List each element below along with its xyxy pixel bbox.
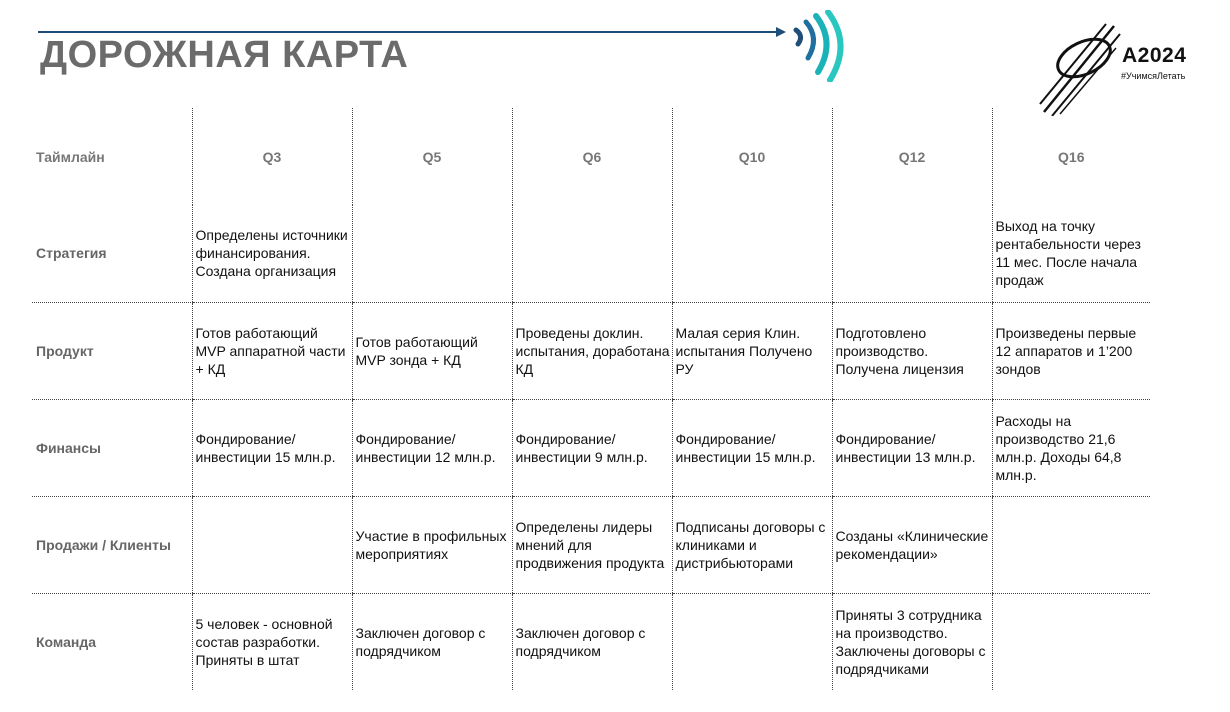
cell-team-q5: Заключен договор с подрядчиком xyxy=(352,593,512,690)
cell-team-q3: 5 человек - основной состав разработки. Приняты в штат xyxy=(192,593,352,690)
cell-strategy-q6 xyxy=(512,205,672,302)
period-q10: Q10 xyxy=(672,108,832,205)
cell-sales-q6: Определены лидеры мнений для продвижения продукта xyxy=(512,496,672,593)
cell-strategy-q12 xyxy=(832,205,992,302)
cell-product-q5: Готов работающий MVP зонда + КД xyxy=(352,302,512,399)
cell-product-q10: Малая серия Клин. испытания Получено РУ xyxy=(672,302,832,399)
cell-team-q12: Приняты 3 сотрудника на производство. Заключены договоры с подрядчиками xyxy=(832,593,992,690)
timeline-row xyxy=(32,108,1150,205)
cell-sales-q5: Участие в профильных мероприятиях xyxy=(352,496,512,593)
roadmap-table xyxy=(32,108,1150,690)
period-q3: Q3 xyxy=(192,108,352,205)
period-q5: Q5 xyxy=(352,108,512,205)
timeline-arrow-head xyxy=(776,27,786,37)
cell-sales-q3 xyxy=(192,496,352,593)
cell-strategy-q3: Определены источники финансирования. Создана организация xyxy=(192,205,352,302)
cell-finance-q6: Фондирование/ инвестиции 9 млн.р. xyxy=(512,399,672,496)
cell-finance-q16: Расходы на производство 21,6 млн.р. Доходы 64,8 млн.р. xyxy=(992,399,1150,496)
row-team xyxy=(32,593,1150,690)
timeline-arrow-line xyxy=(38,31,780,33)
row-label-strategy: Стратегия xyxy=(32,205,192,302)
cell-team-q10 xyxy=(672,593,832,690)
row-product xyxy=(32,302,1150,399)
logo-tagline: #УчимсяЛетать xyxy=(1121,71,1186,81)
a2024-logo-icon xyxy=(1036,20,1124,116)
row-label-product: Продукт xyxy=(32,302,192,399)
cell-product-q16: Произведены первые 12 аппаратов и 1’200 зондов xyxy=(992,302,1150,399)
cell-product-q3: Готов работающий MVP аппаратной части + КД xyxy=(192,302,352,399)
cell-finance-q3: Фондирование/ инвестиции 15 млн.р. xyxy=(192,399,352,496)
row-label-sales: Продажи / Клиенты xyxy=(32,496,192,593)
cell-team-q6: Заключен договор с подрядчиком xyxy=(512,593,672,690)
row-finance xyxy=(32,399,1150,496)
period-q6: Q6 xyxy=(512,108,672,205)
page-title: ДОРОЖНАЯ КАРТА xyxy=(40,34,409,76)
cell-finance-q10: Фондирование/ инвестиции 15 млн.р. xyxy=(672,399,832,496)
cell-finance-q12: Фондирование/ инвестиции 13 млн.р. xyxy=(832,399,992,496)
signal-waves-icon xyxy=(786,10,850,82)
row-strategy xyxy=(32,205,1150,302)
cell-sales-q12: Созданы «Клинические рекомендации» xyxy=(832,496,992,593)
cell-team-q16 xyxy=(992,593,1150,690)
period-q12: Q12 xyxy=(832,108,992,205)
row-label-timeline: Таймлайн xyxy=(36,148,105,165)
period-q16: Q16 xyxy=(992,108,1150,205)
cell-strategy-q5 xyxy=(352,205,512,302)
cell-sales-q10: Подписаны договоры с клиниками и дистрибьюторами xyxy=(672,496,832,593)
cell-sales-q16 xyxy=(992,496,1150,593)
cell-finance-q5: Фондирование/ инвестиции 12 млн.р. xyxy=(352,399,512,496)
row-sales xyxy=(32,496,1150,593)
logo-text: A2024 xyxy=(1122,44,1187,67)
row-label-finance: Финансы xyxy=(32,399,192,496)
cell-strategy-q16: Выход на точку рентабельности через 11 мес. После начала продаж xyxy=(992,205,1150,302)
cell-strategy-q10 xyxy=(672,205,832,302)
cell-product-q12: Подготовлено производство. Получена лицензия xyxy=(832,302,992,399)
row-label-team: Команда xyxy=(36,633,96,650)
cell-product-q6: Проведены доклин. испытания, доработана КД xyxy=(512,302,672,399)
